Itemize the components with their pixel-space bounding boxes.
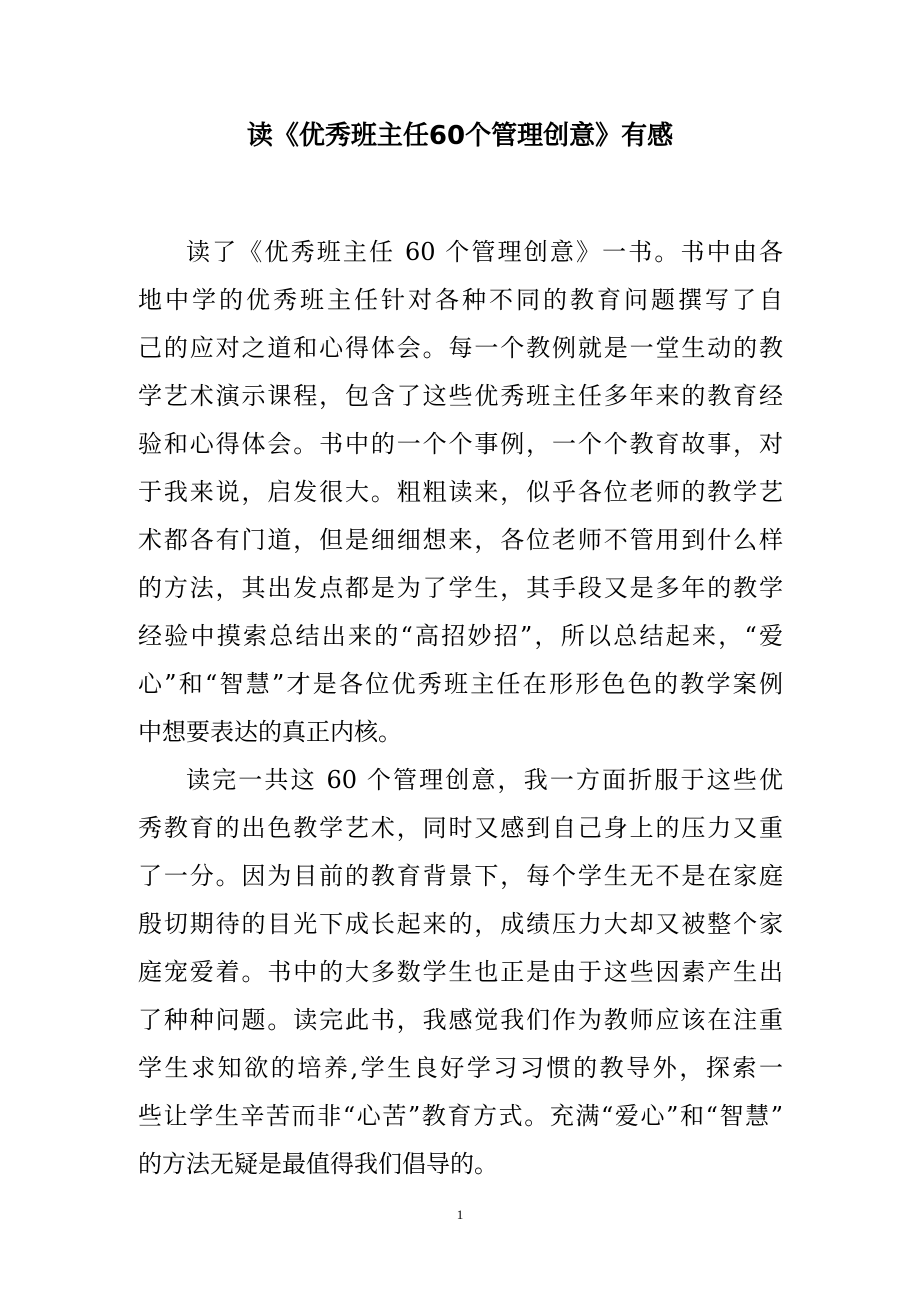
paragraph-line: 读完一共这 60 个管理创意，我一方面折服于这些优 [186, 766, 783, 794]
paragraph-line: 中想要表达的真正内核。 [138, 718, 402, 746]
paragraph-line: 学艺术演示课程，包含了这些优秀班主任多年来的教育经 [138, 382, 783, 410]
paragraph-line: 殷切期待的目光下成长起来的，成绩压力大却又被整个家 [138, 910, 783, 938]
paragraph-line: 己的应对之道和心得体会。每一个教例就是一堂生动的教 [138, 334, 783, 362]
paragraph-line: 验和心得体会。书中的一个个事例，一个个教育故事，对 [138, 430, 783, 458]
paragraph-line: 了种种问题。读完此书，我感觉我们作为教师应该在注重 [138, 1006, 783, 1034]
paragraph-line: 庭宠爱着。书中的大多数学生也正是由于这些因素产生出 [138, 958, 783, 986]
paragraph-1 [138, 228, 783, 756]
paragraph-line: 的方法无疑是最值得我们倡导的。 [138, 1150, 498, 1178]
paragraph-line: 读了《优秀班主任 60 个管理创意》一书。书中由各 [186, 238, 783, 266]
document-title: 读《优秀班主任60个管理创意》有感 [246, 121, 674, 151]
page-number: 1 [456, 1207, 464, 1222]
paragraph-line: 于我来说，启发很大。粗粗读来，似乎各位老师的教学艺 [138, 478, 783, 506]
document-body [138, 228, 783, 1188]
paragraph-line: 心”和“智慧”才是各位优秀班主任在形形色色的教学案例 [138, 670, 783, 698]
paragraph-line: 秀教育的出色教学艺术，同时又感到自己身上的压力又重 [138, 814, 783, 842]
paragraph-line: 术都各有门道，但是细细想来，各位老师不管用到什么样 [138, 526, 783, 554]
paragraph-line: 了一分。因为目前的教育背景下，每个学生无不是在家庭 [138, 862, 783, 890]
paragraph-2 [138, 756, 783, 1188]
paragraph-line: 经验中摸索总结出来的“高招妙招”，所以总结起来，“爱 [138, 622, 783, 650]
paragraph-line: 些让学生辛苦而非“心苦”教育方式。充满“爱心”和“智慧” [138, 1102, 783, 1130]
paragraph-line: 学生求知欲的培养,学生良好学习习惯的教导外，探索一 [138, 1054, 783, 1082]
paragraph-line: 地中学的优秀班主任针对各种不同的教育问题撰写了自 [138, 286, 783, 314]
paragraph-line: 的方法，其出发点都是为了学生，其手段又是多年的教学 [138, 574, 783, 602]
